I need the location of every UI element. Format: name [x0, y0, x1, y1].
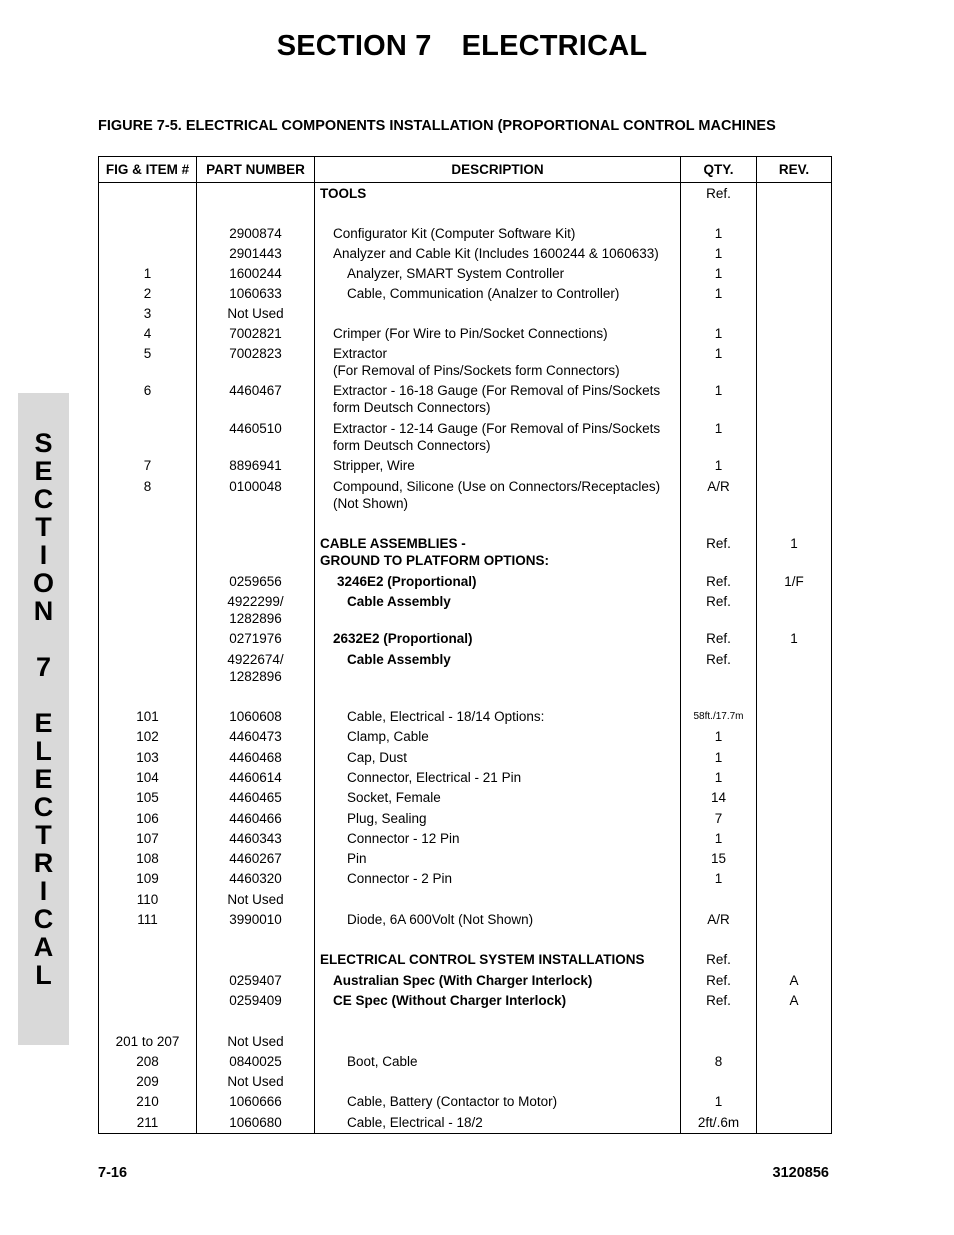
cell-part-number: 0100048: [197, 476, 315, 514]
cell-rev: [757, 909, 832, 929]
table-row: [99, 686, 832, 706]
cell-description: Diode, 6A 600Volt (Not Shown): [315, 909, 681, 929]
table-row: [99, 706, 832, 726]
table-row: [99, 868, 832, 889]
cell-item: 102: [99, 726, 197, 747]
table-row: [99, 1112, 832, 1134]
cell-description: Cable Assembly: [315, 591, 681, 628]
cell-rev: [757, 514, 832, 533]
cell-item: [99, 243, 197, 263]
cell-part-number: Not Used: [197, 1031, 315, 1051]
cell-part-number: 2901443: [197, 243, 315, 263]
cell-item: [99, 591, 197, 628]
cell-item: [99, 949, 197, 970]
cell-part-number: 1060608: [197, 706, 315, 726]
table-row: [99, 1010, 832, 1031]
cell-item: [99, 418, 197, 455]
cell-rev: [757, 283, 832, 303]
cell-item: [99, 929, 197, 949]
cell-rev: [757, 263, 832, 283]
table-row: [99, 514, 832, 533]
table-row: [99, 343, 832, 380]
cell-qty: Ref.: [681, 990, 757, 1010]
side-tab-letter: I: [39, 540, 48, 570]
table-row: [99, 223, 832, 243]
section-side-tab: [18, 393, 69, 1045]
cell-description: Pin: [315, 848, 681, 868]
cell-qty: 1: [681, 223, 757, 243]
cell-qty: Ref.: [681, 970, 757, 990]
cell-part-number: 4460614: [197, 767, 315, 787]
cell-item: 108: [99, 848, 197, 868]
table-row: [99, 283, 832, 303]
cell-qty: 1: [681, 380, 757, 418]
cell-rev: 1: [757, 533, 832, 571]
cell-qty: 1: [681, 343, 757, 380]
cell-part-number: 7002823: [197, 343, 315, 380]
cell-part-number: 1060633: [197, 283, 315, 303]
cell-rev: [757, 949, 832, 970]
table-row: [99, 591, 832, 628]
cell-qty: 1: [681, 1091, 757, 1112]
side-tab-letter: L: [35, 960, 52, 990]
cell-part-number: 2900874: [197, 223, 315, 243]
cell-item: 5: [99, 343, 197, 380]
cell-item: 6: [99, 380, 197, 418]
cell-qty: [681, 1010, 757, 1031]
cell-description: [315, 1071, 681, 1091]
table-row: [99, 909, 832, 929]
cell-description: ELECTRICAL CONTROL SYSTEM INSTALLATIONS: [315, 949, 681, 970]
side-tab-letter: E: [34, 456, 53, 486]
cell-part-number: 4460267: [197, 848, 315, 868]
table-row: [99, 747, 832, 767]
cell-description: Boot, Cable: [315, 1051, 681, 1071]
table-row: [99, 767, 832, 787]
table-row: [99, 828, 832, 848]
cell-item: [99, 571, 197, 591]
cell-qty: 1: [681, 767, 757, 787]
cell-qty: Ref.: [681, 183, 757, 205]
figure-title: FIGURE 7-5. ELECTRICAL COMPONENTS INSTALLATION (PROPORTIONAL CONTROL MACHINES: [98, 118, 776, 134]
cell-rev: [757, 649, 832, 686]
cell-part-number: Not Used: [197, 303, 315, 323]
cell-item: 103: [99, 747, 197, 767]
table-row: [99, 418, 832, 455]
cell-qty: 1: [681, 418, 757, 455]
cell-rev: [757, 303, 832, 323]
cell-qty: Ref.: [681, 533, 757, 571]
side-tab-letter: S: [34, 428, 53, 458]
cell-rev: [757, 726, 832, 747]
cell-part-number: [197, 686, 315, 706]
cell-description: Connector - 2 Pin: [315, 868, 681, 889]
cell-description: Extractor - 12-14 Gauge (For Removal of Pins/Sockets form Deutsch Connectors): [315, 418, 681, 455]
table-row: [99, 533, 832, 571]
cell-rev: [757, 243, 832, 263]
cell-description: [315, 929, 681, 949]
side-tab-letter: 7: [35, 652, 52, 682]
cell-part-number: 0259407: [197, 970, 315, 990]
cell-item: 8: [99, 476, 197, 514]
cell-description: Extractor (For Removal of Pins/Sockets form Connectors): [315, 343, 681, 380]
table-row: [99, 1051, 832, 1071]
cell-rev: [757, 223, 832, 243]
side-tab-letter: O: [32, 568, 54, 598]
table-row: [99, 205, 832, 223]
page-header: [0, 30, 924, 63]
cell-item: 105: [99, 787, 197, 808]
cell-qty: 1: [681, 726, 757, 747]
cell-qty: Ref.: [681, 949, 757, 970]
table-row: [99, 380, 832, 418]
table-row: [99, 889, 832, 909]
cell-qty: [681, 514, 757, 533]
cell-rev: [757, 747, 832, 767]
cell-item: 107: [99, 828, 197, 848]
cell-part-number: 0259409: [197, 990, 315, 1010]
cell-qty: 1: [681, 868, 757, 889]
parts-table-body: [99, 183, 832, 1134]
cell-description: Analyzer, SMART System Controller: [315, 263, 681, 283]
cell-rev: [757, 418, 832, 455]
cell-part-number: [197, 1010, 315, 1031]
cell-qty: 1: [681, 283, 757, 303]
cell-rev: 1: [757, 628, 832, 649]
cell-qty: 58ft./17.7m: [681, 706, 757, 726]
table-row: [99, 808, 832, 828]
cell-item: [99, 183, 197, 205]
cell-item: 209: [99, 1071, 197, 1091]
cell-description: Configurator Kit (Computer Software Kit): [315, 223, 681, 243]
table-row: [99, 929, 832, 949]
cell-description: Cable Assembly: [315, 649, 681, 686]
table-row: [99, 787, 832, 808]
cell-item: [99, 970, 197, 990]
cell-description: Crimper (For Wire to Pin/Socket Connections): [315, 323, 681, 343]
side-tab-letter: L: [35, 736, 52, 766]
cell-qty: Ref.: [681, 571, 757, 591]
cell-part-number: 8896941: [197, 455, 315, 476]
cell-qty: [681, 303, 757, 323]
table-row: [99, 303, 832, 323]
cell-qty: 1: [681, 263, 757, 283]
cell-rev: [757, 1031, 832, 1051]
cell-rev: 1/F: [757, 571, 832, 591]
cell-description: TOOLS: [315, 183, 681, 205]
cell-item: [99, 990, 197, 1010]
cell-rev: [757, 889, 832, 909]
cell-item: 210: [99, 1091, 197, 1112]
cell-part-number: [197, 949, 315, 970]
cell-qty: [681, 889, 757, 909]
cell-part-number: 4460320: [197, 868, 315, 889]
side-tab-letter: C: [33, 792, 54, 822]
cell-rev: [757, 1010, 832, 1031]
cell-qty: 7: [681, 808, 757, 828]
cell-rev: A: [757, 990, 832, 1010]
cell-part-number: 7002821: [197, 323, 315, 343]
cell-rev: [757, 808, 832, 828]
table-row: [99, 649, 832, 686]
cell-part-number: 4460473: [197, 726, 315, 747]
cell-item: 101: [99, 706, 197, 726]
cell-item: 211: [99, 1112, 197, 1134]
cell-item: [99, 514, 197, 533]
parts-table: [98, 156, 832, 1134]
cell-part-number: 4922674/ 1282896: [197, 649, 315, 686]
side-tab-letter: A: [33, 932, 54, 962]
cell-qty: [681, 929, 757, 949]
cell-qty: 1: [681, 455, 757, 476]
table-row: [99, 1091, 832, 1112]
cell-item: [99, 686, 197, 706]
side-tab-letter: E: [34, 708, 53, 738]
cell-item: [99, 1010, 197, 1031]
cell-item: 110: [99, 889, 197, 909]
table-row: [99, 1031, 832, 1051]
cell-rev: [757, 706, 832, 726]
cell-qty: 1: [681, 747, 757, 767]
cell-rev: [757, 1051, 832, 1071]
cell-part-number: [197, 183, 315, 205]
cell-rev: A: [757, 970, 832, 990]
cell-description: Socket, Female: [315, 787, 681, 808]
cell-item: 109: [99, 868, 197, 889]
col-header-description: DESCRIPTION: [315, 157, 681, 183]
cell-qty: A/R: [681, 476, 757, 514]
cell-description: [315, 889, 681, 909]
table-row: [99, 183, 832, 205]
cell-rev: [757, 343, 832, 380]
cell-item: 104: [99, 767, 197, 787]
cell-qty: 2ft/.6m: [681, 1112, 757, 1134]
cell-qty: [681, 1071, 757, 1091]
cell-description: [315, 1031, 681, 1051]
cell-qty: [681, 205, 757, 223]
cell-part-number: 1060666: [197, 1091, 315, 1112]
cell-description: Compound, Silicone (Use on Connectors/Receptacles) (Not Shown): [315, 476, 681, 514]
cell-description: Clamp, Cable: [315, 726, 681, 747]
cell-part-number: 4460467: [197, 380, 315, 418]
cell-rev: [757, 686, 832, 706]
cell-qty: 1: [681, 323, 757, 343]
table-row: [99, 628, 832, 649]
cell-description: Connector, Electrical - 21 Pin: [315, 767, 681, 787]
table-row: [99, 726, 832, 747]
cell-item: [99, 628, 197, 649]
cell-description: 2632E2 (Proportional): [315, 628, 681, 649]
cell-item: 3: [99, 303, 197, 323]
table-header-row: [99, 157, 832, 183]
table-row: [99, 476, 832, 514]
cell-description: Cable, Electrical - 18/14 Options:: [315, 706, 681, 726]
cell-item: 111: [99, 909, 197, 929]
cell-description: Analyzer and Cable Kit (Includes 1600244 & 1060633): [315, 243, 681, 263]
cell-description: Cable, Communication (Analzer to Controller): [315, 283, 681, 303]
cell-item: 1: [99, 263, 197, 283]
cell-part-number: 1060680: [197, 1112, 315, 1134]
col-header-part-number: PART NUMBER: [197, 157, 315, 183]
cell-description: Plug, Sealing: [315, 808, 681, 828]
cell-qty: [681, 1031, 757, 1051]
cell-rev: [757, 183, 832, 205]
cell-part-number: 4460468: [197, 747, 315, 767]
cell-part-number: 4460510: [197, 418, 315, 455]
cell-part-number: 1600244: [197, 263, 315, 283]
cell-rev: [757, 476, 832, 514]
side-tab-letter: R: [33, 848, 54, 878]
cell-rev: [757, 205, 832, 223]
cell-rev: [757, 1112, 832, 1134]
side-tab-letter: E: [34, 764, 53, 794]
cell-qty: A/R: [681, 909, 757, 929]
cell-qty: Ref.: [681, 649, 757, 686]
cell-item: 201 to 207: [99, 1031, 197, 1051]
cell-qty: 1: [681, 243, 757, 263]
cell-rev: [757, 1071, 832, 1091]
cell-item: 208: [99, 1051, 197, 1071]
side-tab-letter: T: [35, 512, 52, 542]
cell-rev: [757, 929, 832, 949]
section-title: ELECTRICAL: [461, 30, 648, 62]
cell-qty: Ref.: [681, 591, 757, 628]
table-row: [99, 949, 832, 970]
table-row: [99, 848, 832, 868]
table-row: [99, 243, 832, 263]
cell-description: Australian Spec (With Charger Interlock): [315, 970, 681, 990]
cell-description: [315, 1010, 681, 1031]
side-tab-letter: N: [33, 596, 54, 626]
col-header-rev: REV.: [757, 157, 832, 183]
table-row: [99, 990, 832, 1010]
cell-qty: Ref.: [681, 628, 757, 649]
cell-part-number: Not Used: [197, 889, 315, 909]
table-row: [99, 323, 832, 343]
cell-item: 4: [99, 323, 197, 343]
cell-rev: [757, 868, 832, 889]
cell-rev: [757, 591, 832, 628]
cell-description: Connector - 12 Pin: [315, 828, 681, 848]
cell-qty: 15: [681, 848, 757, 868]
table-row: [99, 455, 832, 476]
cell-item: 106: [99, 808, 197, 828]
cell-item: [99, 223, 197, 243]
cell-item: 7: [99, 455, 197, 476]
cell-part-number: 4460343: [197, 828, 315, 848]
cell-part-number: 4460466: [197, 808, 315, 828]
cell-rev: [757, 380, 832, 418]
cell-qty: 14: [681, 787, 757, 808]
cell-qty: 1: [681, 828, 757, 848]
cell-part-number: [197, 514, 315, 533]
cell-description: Stripper, Wire: [315, 455, 681, 476]
cell-qty: [681, 686, 757, 706]
page-number: 7-16: [98, 1165, 128, 1181]
cell-part-number: 3990010: [197, 909, 315, 929]
side-tab-letter: C: [33, 484, 54, 514]
cell-description: Cable, Electrical - 18/2: [315, 1112, 681, 1134]
cell-item: [99, 533, 197, 571]
cell-part-number: [197, 929, 315, 949]
cell-description: Cap, Dust: [315, 747, 681, 767]
side-tab-letter: I: [39, 876, 48, 906]
side-tab-letter: T: [35, 820, 52, 850]
cell-part-number: 0840025: [197, 1051, 315, 1071]
cell-description: [315, 686, 681, 706]
cell-description: CE Spec (Without Charger Interlock): [315, 990, 681, 1010]
cell-description: Extractor - 16-18 Gauge (For Removal of Pins/Sockets form Deutsch Connectors): [315, 380, 681, 418]
cell-part-number: 0259656: [197, 571, 315, 591]
table-row: [99, 970, 832, 990]
cell-part-number: [197, 533, 315, 571]
cell-description: Cable, Battery (Contactor to Motor): [315, 1091, 681, 1112]
cell-item: [99, 205, 197, 223]
cell-item: 2: [99, 283, 197, 303]
cell-part-number: 0271976: [197, 628, 315, 649]
cell-description: CABLE ASSEMBLIES - GROUND TO PLATFORM OPTIONS:: [315, 533, 681, 571]
cell-rev: [757, 455, 832, 476]
cell-rev: [757, 767, 832, 787]
col-header-qty: QTY.: [681, 157, 757, 183]
side-tab-letters: [18, 429, 69, 989]
cell-description: [315, 514, 681, 533]
table-row: [99, 263, 832, 283]
table-row: [99, 1071, 832, 1091]
cell-description: [315, 205, 681, 223]
cell-rev: [757, 787, 832, 808]
col-header-item: FIG & ITEM #: [99, 157, 197, 183]
cell-part-number: Not Used: [197, 1071, 315, 1091]
cell-part-number: 4922299/ 1282896: [197, 591, 315, 628]
cell-description: [315, 303, 681, 323]
table-row: [99, 571, 832, 591]
section-label: SECTION 7: [276, 30, 432, 62]
cell-rev: [757, 828, 832, 848]
cell-rev: [757, 848, 832, 868]
cell-rev: [757, 1091, 832, 1112]
document-number: 3120856: [772, 1165, 829, 1181]
cell-part-number: [197, 205, 315, 223]
cell-rev: [757, 323, 832, 343]
cell-part-number: 4460465: [197, 787, 315, 808]
cell-item: [99, 649, 197, 686]
cell-description: 3246E2 (Proportional): [315, 571, 681, 591]
cell-qty: 8: [681, 1051, 757, 1071]
side-tab-letter: C: [33, 904, 54, 934]
